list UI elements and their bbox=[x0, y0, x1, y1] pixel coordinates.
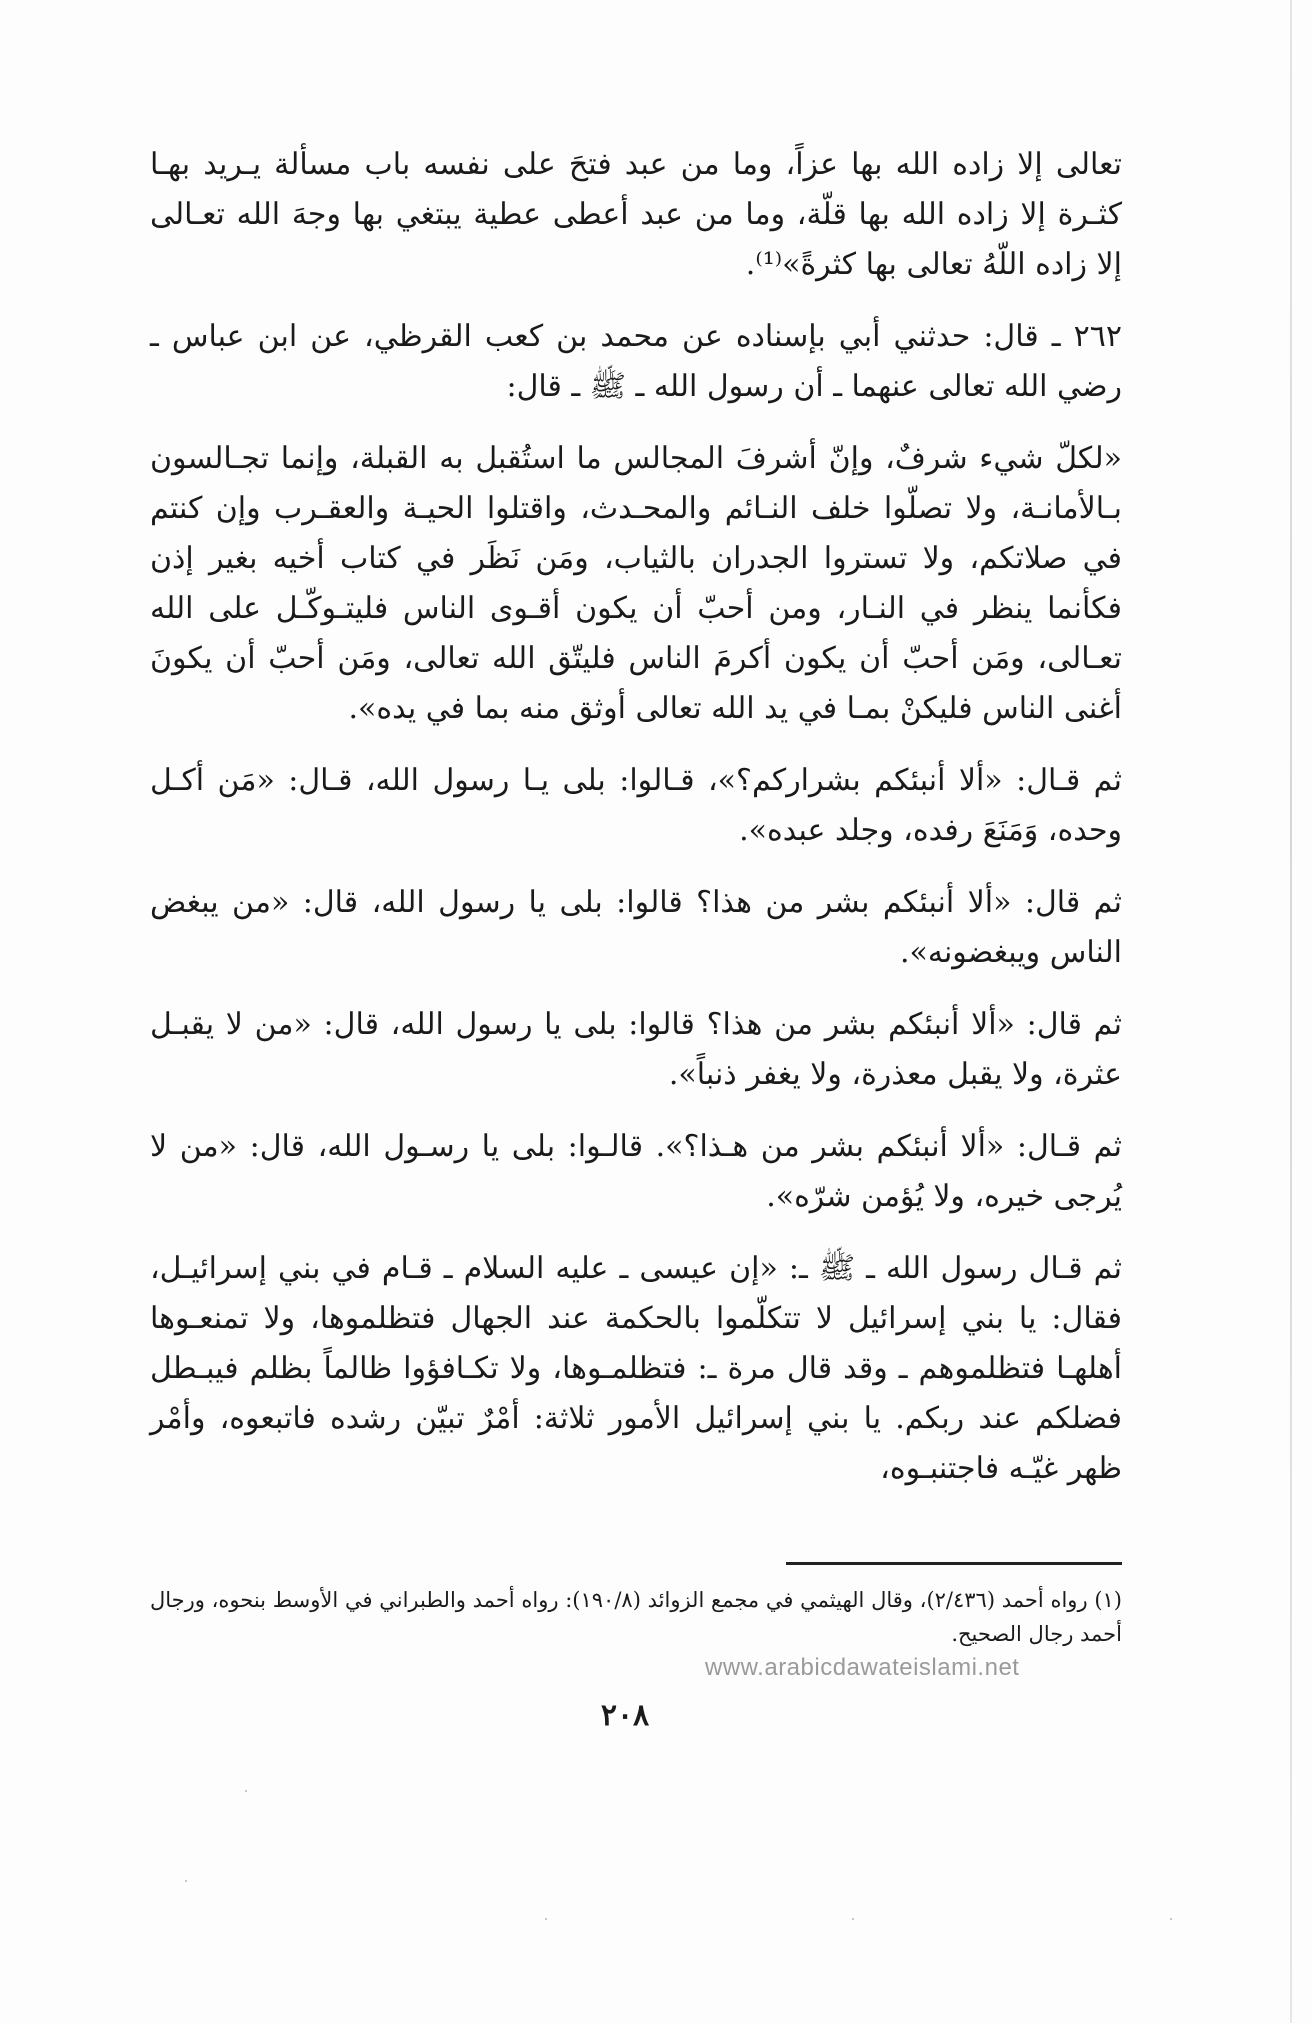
paragraph-continuation: تعالى إلا زاده الله بها عزاً، وما من عبد فتحَ على نفسه باب مسألة يـريد بهـا كثـرة إلا زاده الله بها قلّة، وما من عبد أعطى عطية يبتغي بها وجهَ الله تعـالى إلا زاده اللّهُ تعالى بها كثرةً»⁽¹⁾. bbox=[150, 147, 1122, 282]
paragraph-worse-than-this-2: ثم قال: «ألا أنبئكم بشر من هذا؟ قالوا: بلى يا رسول الله، قال: «من لا يقبـل عثرة، ولا يقبل معذرة، ولا يغفر ذنباً». bbox=[150, 1007, 1122, 1092]
main-text bbox=[150, 140, 1122, 1516]
footnote-divider bbox=[786, 1562, 1122, 1565]
paragraph-worse-than-this-3: ثم قـال: «ألا أنبئكم بشر من هـذا؟». قالـوا: بلى يا رسـول الله، قال: «من لا يُرجى خيره، ولا يُؤمن شرّه». bbox=[150, 1129, 1122, 1214]
scan-speck bbox=[245, 1790, 247, 1792]
page-number: ٢٠٨ bbox=[600, 1698, 650, 1733]
paragraph-isa-sermon: ثم قـال رسول الله ـ ﷺ ـ: «إن عيسى ـ عليه السلام ـ قـام في بني إسرائيـل، فقال: يا بني إسرائيل لا تتكلّموا بالحكمة عند الجهال فتظلموها، ولا تمنعـوها أهلهـا فتظلموهم ـ وقد قال مرة ـ: فتظلمـوها، ولا تكـافؤوا ظالماً بظلم فيبـطل فضلكم عند ربكم. يا بني إسرائيل الأمور ثلاثة: أمْرٌ تبيّن رشده فاتبعوه، وأمْر ظهر غيّـه فاجتنبـوه، bbox=[150, 1251, 1122, 1486]
scan-speck bbox=[1170, 1918, 1172, 1920]
scan-speck bbox=[852, 1918, 854, 1920]
footnotes bbox=[150, 1583, 1122, 1651]
scan-speck bbox=[185, 1880, 187, 1882]
paragraph-hadith-262-intro: ٢٦٢ ـ قال: حدثني أبي بإسناده عن محمد بن كعب القرظي، عن ابن عباس ـ رضي الله تعالى عنهما ـ أن رسول الله ـ ﷺ ـ قال: bbox=[150, 319, 1122, 404]
scan-speck bbox=[545, 1918, 547, 1920]
paragraph-worse-than-this-1: ثم قال: «ألا أنبئكم بشر من هذا؟ قالوا: بلى يا رسول الله، قال: «من يبغض الناس ويبغضونه». bbox=[150, 885, 1122, 970]
footnote-1: (١) رواه أحمد (٢/٤٣٦)، وقال الهيثمي في مجمع الزوائد (١٩٠/٨): رواه أحمد والطبراني في الأوسط بنحوه، ورجال أحمد رجال الصحيح. bbox=[150, 1588, 1122, 1646]
paragraph-worst-people: ثم قـال: «ألا أنبئكم بشراركم؟»، قـالوا: بلى يـا رسول الله، قـال: «مَن أكـل وحده، وَمَنَعَ رفده، وجلد عبده». bbox=[150, 763, 1122, 848]
paragraph-hadith-262-text: «لكلّ شيء شرفٌ، وإنّ أشرفَ المجالس ما استُقبل به القبلة، وإنما تجـالسون بـالأمانـة، ولا تصلّوا خلف النـائم والمحـدث، واقتلوا الحيـة والعقـرب وإن كنتم في صلاتكم، ولا تستروا الجدران بالثياب، ومَن نَظَر في كتاب أخيه بغير إذن فكأنما ينظر في النـار، ومن أحبّ أن يكون أقـوى الناس فليتـوكّـل على الله تعـالى، ومَن أحبّ أن يكون أكرمَ الناس فليتّق الله تعالى، ومَن أحبّ أن يكونَ أغنى الناس فليكنْ بمـا في يد الله تعالى أوثق منه بما في يده». bbox=[150, 441, 1122, 726]
watermark-url: www.arabicdawateislami.net bbox=[705, 1654, 1020, 1681]
scan-edge-line bbox=[1290, 0, 1292, 2023]
